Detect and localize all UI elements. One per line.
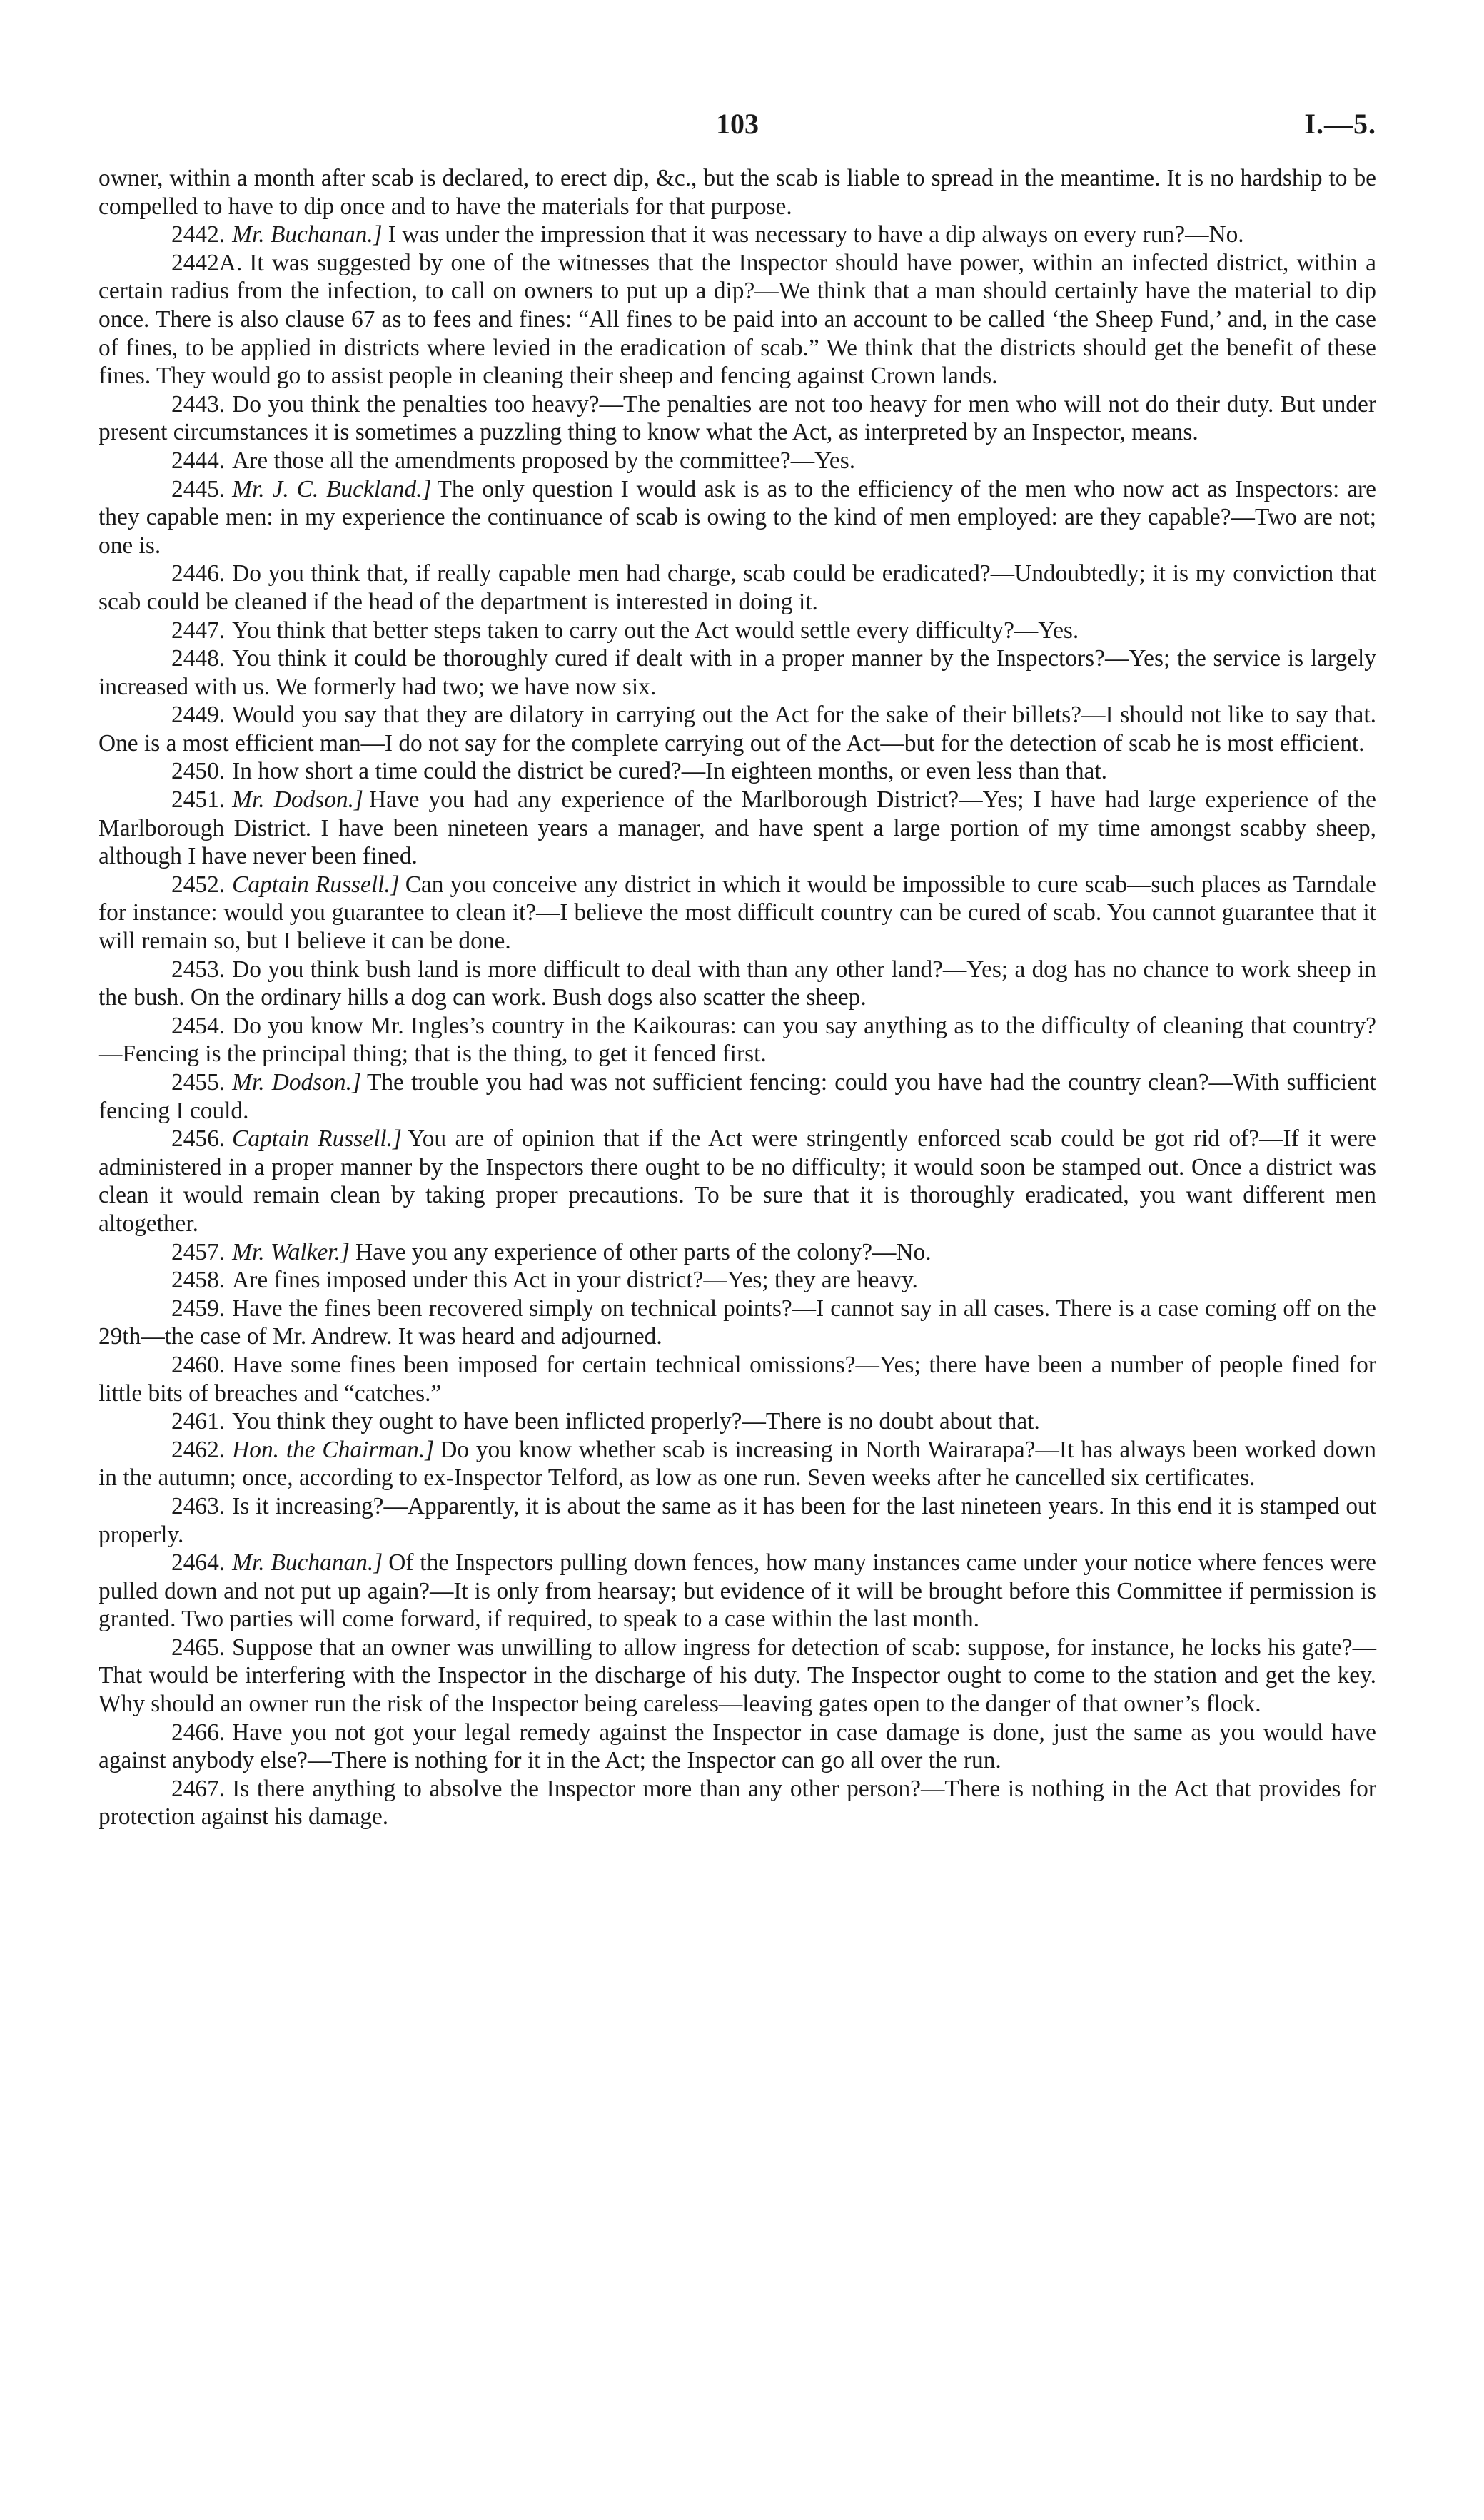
paragraph-text: Do you know Mr. Ingles’s country in the Kaikouras: can you say anything as to the difficulty of cleaning that country?—Fencing is the principal thing; that is the thing, to get it fenced first. bbox=[99, 1012, 1376, 1068]
question-2448 bbox=[99, 644, 1376, 701]
paragraph-text: You think that better steps taken to carry out the Act would settle every difficulty?—Yes. bbox=[232, 617, 1079, 644]
speaker-name: Mr. J. C. Buckland.] bbox=[232, 475, 432, 502]
paragraph-text: You think it could be thoroughly cured if dealt with in a proper manner by the Inspectors?—Yes; the service is largely increased with us. We formerly had two; we have now six. bbox=[99, 645, 1376, 700]
speaker-name: Hon. the Chairman.] bbox=[232, 1436, 435, 1463]
paper-reference: I.—5. bbox=[1304, 108, 1376, 140]
question-number: 2461. bbox=[171, 1408, 226, 1435]
question-number: 2459. bbox=[171, 1295, 226, 1322]
paragraph-text: Is it increasing?—Apparently, it is about the same as it has been for the last nineteen years. In this end it is stamped out properly. bbox=[99, 1492, 1376, 1548]
paragraph-text: Have you any experience of other parts of the colony?—No. bbox=[355, 1238, 932, 1265]
question-number: 2442. bbox=[171, 221, 226, 248]
speaker-name: Captain Russell.] bbox=[232, 1125, 402, 1153]
paragraph-text: It was suggested by one of the witnesses that the Inspector should have power, within an infected district, within a certain radius from the infection, to call on owners to put up a dip?—We think that a man should certainly have the material to dip once. There is also clause 67 as to fees and fines: “All fines to be paid into an account to be called ‘the Sheep Fund,’ and, in the case of fines, to be applied in districts where levied in the eradication of scab.” We think that the districts should get the benefit of these fines. They would go to assist people in cleaning their sheep and fencing against Crown lands. bbox=[99, 249, 1376, 390]
question-2453 bbox=[99, 956, 1376, 1012]
question-2463 bbox=[99, 1492, 1376, 1549]
paragraph-text: Are those all the amendments proposed by the committee?—Yes. bbox=[232, 447, 856, 474]
question-2459 bbox=[99, 1295, 1376, 1351]
paragraph-text: Is there anything to absolve the Inspector more than any other person?—There is nothing in the Act that provides for protection against his damage. bbox=[99, 1775, 1376, 1831]
paragraph-text: Have you had any experience of the Marlborough District?—Yes; I have had large experience of the Marlborough District. I have been nineteen years a manager, and have spent a large portion of my time amongst scabby sheep, although I have never been fined. bbox=[99, 786, 1376, 870]
page-header bbox=[99, 107, 1376, 164]
question-2452 bbox=[99, 871, 1376, 956]
speaker-name: Captain Russell.] bbox=[232, 871, 400, 898]
question-2449 bbox=[99, 701, 1376, 757]
paragraph-text: The only question I would ask is as to the efficiency of the men who now act as Inspectors: are they capable men: in my experience the continuance of scab is owing to the kind of men employed: are they capable?—Two are not; one is. bbox=[99, 475, 1376, 559]
question-2446 bbox=[99, 560, 1376, 616]
paragraph-text: Can you conceive any district in which it would be impossible to cure scab—such places as Tarndale for instance: would you guarantee to clean it?—I believe the most difficult country can be cured of scab. You cannot guarantee that it will remain so, but I believe it can be done. bbox=[99, 871, 1376, 955]
question-number: 2443. bbox=[171, 390, 226, 418]
question-number: 2466. bbox=[171, 1719, 226, 1746]
question-number: 2464. bbox=[171, 1549, 226, 1577]
question-number: 2460. bbox=[171, 1351, 226, 1378]
question-number: 2465. bbox=[171, 1634, 226, 1661]
question-number: 2453. bbox=[171, 956, 226, 983]
page-number: 103 bbox=[716, 108, 759, 140]
question-number: 2463. bbox=[171, 1492, 226, 1519]
speaker-name: Mr. Buchanan.] bbox=[232, 1549, 383, 1577]
question-number: 2458. bbox=[171, 1267, 226, 1294]
paragraph-text: The trouble you had was not sufficient fencing: could you have had the country clean?—With sufficient fencing I could. bbox=[99, 1069, 1376, 1124]
question-number: 2454. bbox=[171, 1012, 226, 1039]
question-number: 2448. bbox=[171, 645, 226, 672]
speaker-name: Mr. Walker.] bbox=[232, 1238, 350, 1265]
paragraph-text: I was under the impression that it was necessary to have a dip always on every run?—No. bbox=[388, 221, 1244, 248]
question-2451 bbox=[99, 786, 1376, 871]
question-2444 bbox=[99, 447, 1376, 475]
question-number: 2445. bbox=[171, 475, 226, 502]
paragraph-text: Do you think that, if really capable men had charge, scab could be eradicated?—Undoubtedly; it is my conviction that scab could be cleaned if the head of the department is interested in doing it. bbox=[99, 560, 1376, 615]
question-2464 bbox=[99, 1549, 1376, 1634]
paragraph-text: In how short a time could the district be cured?—In eighteen months, or even less than that. bbox=[232, 758, 1107, 785]
speaker-name: Mr. Dodson.] bbox=[232, 1069, 361, 1095]
question-2461 bbox=[99, 1407, 1376, 1436]
paragraph-text: Have you not got your legal remedy against the Inspector in case damage is done, just the same as you would have against anybody else?—There is nothing for it in the Act; the Inspector can go all over the run. bbox=[99, 1719, 1376, 1774]
question-number: 2457. bbox=[171, 1238, 226, 1265]
question-2457 bbox=[99, 1238, 1376, 1267]
question-2455 bbox=[99, 1068, 1376, 1125]
question-number: 2467. bbox=[171, 1775, 226, 1802]
paragraph-text: Suppose that an owner was unwilling to allow ingress for detection of scab: suppose, for instance, he locks his gate?—That would be interfering with the Inspector in the discharge of his duty. The Inspector ought to come to the station and get the key. Why should an owner run the risk of the Inspector being careless—leaving gates open to the danger of that owner’s flock. bbox=[99, 1634, 1376, 1718]
evidence-text bbox=[99, 164, 1376, 1831]
question-2442 bbox=[99, 221, 1376, 249]
question-number: 2450. bbox=[171, 758, 226, 785]
paragraph-text: Of the Inspectors pulling down fences, how many instances came under your notice where fences were pulled down and not put up again?—It is only from hearsay; but evidence of it will be brought before this Committee if permission is granted. Two parties will come forward, if required, to speak to a case within the last month. bbox=[99, 1549, 1376, 1633]
question-2466 bbox=[99, 1719, 1376, 1775]
paragraph-text: Do you think the penalties too heavy?—The penalties are not too heavy for men who will not do their duty. But under present circumstances it is sometimes a puzzling thing to know what the Act, as interpreted by an Inspector, means. bbox=[99, 390, 1376, 446]
question-2456 bbox=[99, 1125, 1376, 1238]
speaker-name: Mr. Buchanan.] bbox=[232, 221, 383, 248]
question-number: 2462. bbox=[171, 1436, 226, 1463]
question-2467 bbox=[99, 1775, 1376, 1831]
paragraph-continuation bbox=[99, 164, 1376, 221]
question-2454 bbox=[99, 1012, 1376, 1068]
paragraph-text: Would you say that they are dilatory in carrying out the Act for the sake of their billets?—I should not like to say that. One is a most efficient man—I do not say for the complete carrying out of the Act—but for the detection of scab he is most efficient. bbox=[99, 702, 1376, 756]
question-number: 2442A. bbox=[171, 249, 243, 276]
paragraph-text: owner, within a month after scab is declared, to erect dip, &c., but the scab is liable to spread in the meantime. It is no hardship to be compelled to have to dip once and to have the materials for that purpose. bbox=[99, 165, 1376, 220]
question-2462 bbox=[99, 1436, 1376, 1492]
question-2445 bbox=[99, 475, 1376, 560]
paragraph-text: You are of opinion that if the Act were stringently enforced scab could be got rid of?—If it were administered in a proper manner by the Inspectors there ought to be no difficulty; it would soon be stamped out. Once a district was clean it would remain clean by taking proper precautions. To be sure that it is thoroughly eradicated, you want different men altogether. bbox=[99, 1125, 1376, 1237]
question-2465 bbox=[99, 1634, 1376, 1719]
document-page bbox=[99, 107, 1376, 1831]
question-2447 bbox=[99, 617, 1376, 645]
speaker-name: Mr. Dodson.] bbox=[232, 786, 363, 814]
question-2442a bbox=[99, 249, 1376, 390]
paragraph-text: Do you think bush land is more difficult to deal with than any other land?—Yes; a dog has no chance to work sheep in the bush. On the ordinary hills a dog can work. Bush dogs also scatter the sheep. bbox=[99, 956, 1376, 1011]
question-2458 bbox=[99, 1266, 1376, 1295]
question-number: 2444. bbox=[171, 447, 226, 474]
paragraph-text: Do you know whether scab is increasing in North Wairarapa?—It has always been worked down in the autumn; once, according to ex-Inspector Telford, as low as one run. Seven weeks after he cancelled six certificates. bbox=[99, 1436, 1376, 1492]
question-number: 2449. bbox=[171, 702, 226, 729]
question-number: 2451. bbox=[171, 786, 226, 814]
question-number: 2447. bbox=[171, 617, 226, 644]
paragraph-text: Are fines imposed under this Act in your district?—Yes; they are heavy. bbox=[232, 1267, 918, 1294]
question-number: 2446. bbox=[171, 560, 226, 587]
question-2443 bbox=[99, 390, 1376, 447]
question-2450 bbox=[99, 757, 1376, 786]
question-number: 2452. bbox=[171, 871, 226, 898]
question-number: 2456. bbox=[171, 1125, 226, 1153]
paragraph-text: Have some fines been imposed for certain technical omissions?—Yes; there have been a number of people fined for little bits of breaches and “catches.” bbox=[99, 1351, 1376, 1407]
question-number: 2455. bbox=[171, 1069, 226, 1095]
paragraph-text: You think they ought to have been inflicted properly?—There is no doubt about that. bbox=[232, 1408, 1040, 1435]
paragraph-text: Have the fines been recovered simply on technical points?—I cannot say in all cases. There is a case coming off on the 29th—the case of Mr. Andrew. It was heard and adjourned. bbox=[99, 1295, 1376, 1350]
question-2460 bbox=[99, 1351, 1376, 1407]
